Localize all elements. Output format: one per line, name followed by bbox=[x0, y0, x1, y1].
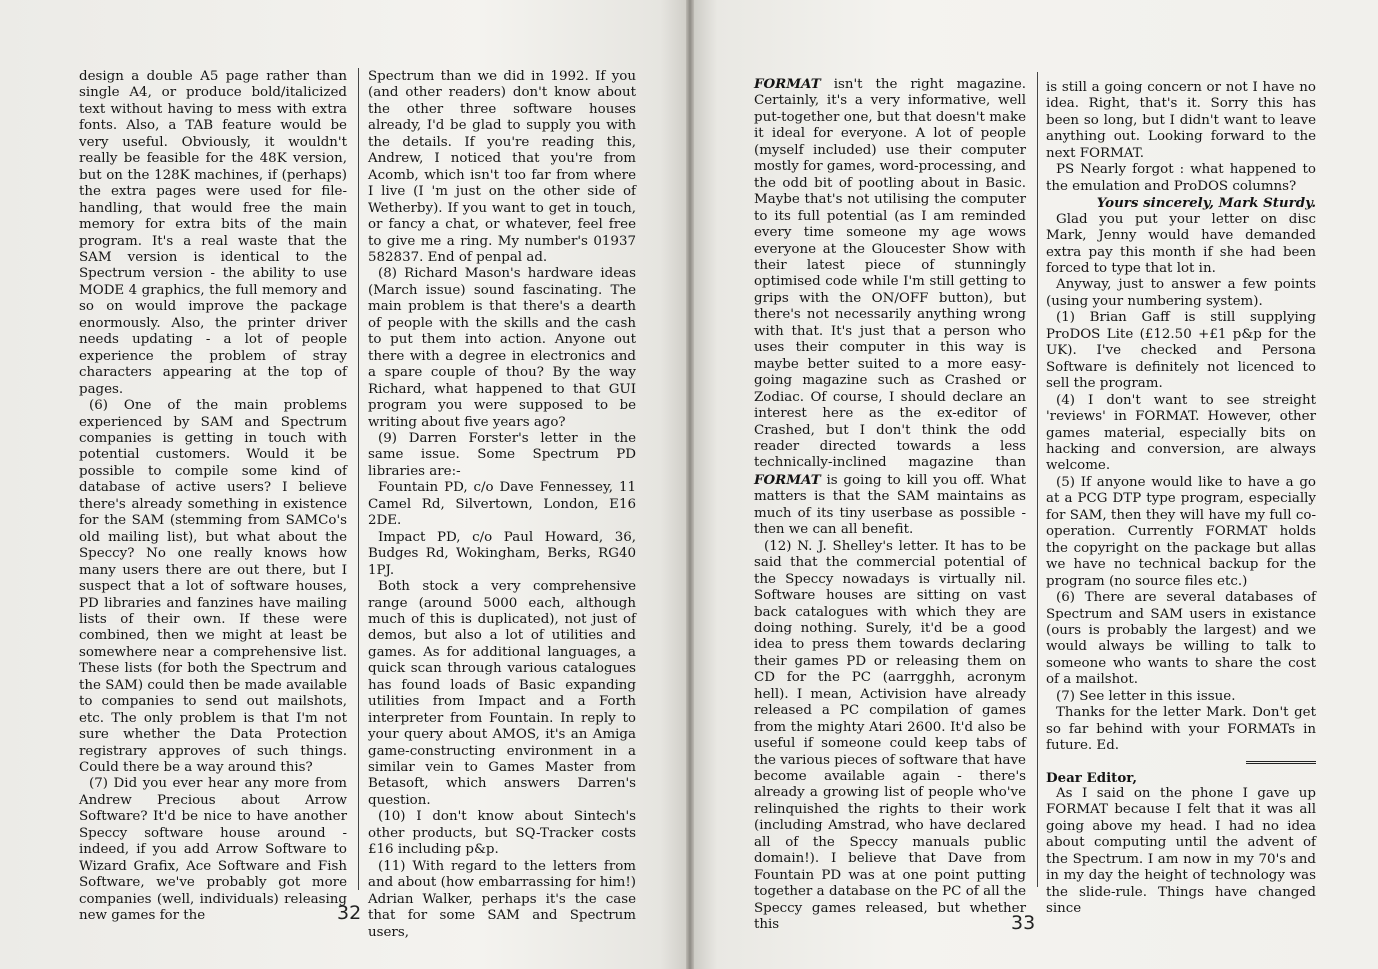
page-number: 33 bbox=[1011, 912, 1036, 934]
signature: Yours sincerely, Mark Sturdy. bbox=[1096, 195, 1316, 212]
left-page-column-2 bbox=[368, 69, 636, 940]
paragraph: (7) See letter in this issue. bbox=[1056, 688, 1236, 704]
column-divider bbox=[358, 68, 359, 890]
paragraph: Anyway, just to answer a few points (using your numbering system). bbox=[1046, 277, 1316, 309]
book-gutter bbox=[686, 0, 694, 969]
format-word: FORMAT bbox=[754, 76, 821, 92]
paragraph bbox=[754, 76, 1026, 539]
paragraph: As I said on the phone I gave up FORMAT because I felt that it was all going above my head. I had no idea about computing until the advent of the Spectrum. I am now in my 70's and in my day the height of technology was the slide-rule. Things have changed since bbox=[1046, 786, 1316, 917]
paragraph: PS Nearly forgot : what happened to the emulation and ProDOS columns? bbox=[1046, 162, 1316, 194]
paragraph: (5) If anyone would like to have a go at a PCG DTP type program, especially for SAM, then they will have my full co-operation. Currently FORMAT holds the copyright on the package but allas we have no technical backup for the program (no source files etc.) bbox=[1046, 474, 1316, 589]
paragraph: (12) N. J. Shelley's letter. It has to be said that the commercial potential of the Speccy nowadays is virtually nil. Software houses are sitting on vast back catalogues with which they are doing nothing. Surely, it'd be a good idea to press them towards declaring their games PD or releasing them on CD for the PC (aarrgghh, acronym hell). I mean, Activision have already released a PC compilation of games from the mighty Atari 2600. It'd also be useful if someone could keep tabs of the various pieces of software that have become available again - there's already a growing list of people who've relinquished the rights to their work (including Amstrad, who have declared all of the Speccy manuals public domain!). I believe that Dave from Fountain PD was at one point putting together a database on the PC of all the Speccy games released, but whether this bbox=[754, 538, 1026, 933]
column-divider bbox=[1037, 72, 1038, 887]
paragraph: Glad you put your letter on disc Mark, Jenny would have demanded extra pay this month if she had been forced to type that lot in. bbox=[1046, 211, 1316, 276]
paragraph: Fountain PD, c/o Dave Fennessey, 11 Camel Rd, Silvertown, London, E16 2DE. bbox=[368, 480, 636, 529]
paragraph: (6) One of the main problems experienced by SAM and Spectrum companies is getting in touch with potential customers. Would it be possible to compile some kind of database of active users? I believe there's already something in existence for the SAM (stemming from SAMCo's old mailing list), but what about the Speccy? No one really knows how many users there are out there, but I suspect that a lot of software houses, PD libraries and fanzines have mailing lists of their own. If these were combined, then we might at least be somewhere near a comprehensive list. These lists (for both the Spectrum and the SAM) could then be made available to companies to send out mailshots, etc. The only problem is that I'm not sure whether the Data Protection registrary approves of such things. Could there be a way around this? bbox=[79, 398, 347, 776]
paragraph: (8) Richard Mason's hardware ideas (March issue) sound fascinating. The main problem is that there's a dearth of people with the skills and the cash to put them into action. Anyone out there with a degree in electronics and a spare couple of thou? By the way Richard, what happened to that GUI program you were supposed to be writing about five years ago? bbox=[368, 266, 636, 430]
format-word: FORMAT bbox=[754, 471, 821, 488]
right-page-column-2 bbox=[1046, 80, 1316, 917]
paragraph: Thanks for the letter Mark. Don't get so far behind with your FORMATs in future. Ed. bbox=[1046, 705, 1316, 754]
paragraph: Spectrum than we did in 1992. If you (and other readers) don't know about the other three software houses already, I'd be glad to supply you with the details. If you're reading this, Andrew, I noticed that you're from Acomb, which isn't too far from where I live (I 'm just on the other side of Wetherby). If you want to get in touch, or fancy a chat, or whatever, feel free to give me a ring. My number's 01937 582837. End of penpal ad. bbox=[368, 69, 636, 265]
paragraph: design a double A5 page rather than single A4, or produce bold/italicized text without having to mess with extra fonts. Also, a TAB feature would be very useful. Obviously, it wouldn't really be feasible for the 48K version, but on the 128K machines, if (perhaps) the extra pages were used for file-handling, that would free the main memory for extra bits of the main program. It's a real waste that the SAM version is identical to the Spectrum version - the ability to use MODE 4 graphics, the full memory and so on would improve the package enormously. Also, the printer driver needs updating - a lot of people experience the problem of stray characters appearing at the top of pages. bbox=[79, 69, 347, 397]
paragraph: (4) I don't want to see streight 'reviews' in FORMAT. However, other games material, especially bits on hacking and conversion, are always welcome. bbox=[1046, 392, 1316, 474]
paragraph: (6) There are several databases of Spectrum and SAM users in existance (ours is probably the largest) and we would always be willing to talk to someone who wants to share the cost of a mailshot. bbox=[1046, 590, 1316, 688]
section-separator bbox=[1246, 761, 1316, 764]
paragraph: (11) With regard to the letters from and about (how embarrassing for him!) Adrian Walker, perhaps it's the case that for some SAM and Spectrum users, bbox=[368, 858, 636, 940]
paragraph: (10) I don't know about Sintech's other products, but SQ-Tracker costs £16 including p&p. bbox=[368, 809, 636, 858]
paragraph-text: isn't the right magazine. Certainly, it's a very informative, well put-together one, but that doesn't make it ideal for everyone. A lot of people (myself included) use their computer mostly for games, word-processing, and the odd bit of pootling about in Basic. Maybe that's not utilising the computer to its full potential (as I am reminded every time someone my age wows everyone at the Gloucester Show with their latest piece of stunningly optimised code while I'm still getting to grips with the ON/OFF button), but there's not necessarily anything wrong with that. It's just that a person who uses their computer in this way is maybe better suited to a more easy-going magazine such as Crashed or Zodiac. Of course, I should declare an interest here as the ex-editor of Crashed, but I don't think the odd reader directed towards a less technically-inclined magazine than bbox=[754, 77, 1026, 471]
page-number: 32 bbox=[337, 902, 362, 924]
paragraph: Impact PD, c/o Paul Howard, 36, Budges Rd, Wokingham, Berks, RG40 1PJ. bbox=[368, 529, 636, 578]
paragraph: Both stock a very comprehensive range (around 5000 each, although much of this is duplicated), not just of demos, but also a lot of utilities and games. As for additional languages, a quick scan through various catalogues has found loads of Basic expanding utilities from Impact and a Forth interpreter from Fountain. In reply to your query about AMOS, it's an Amiga game-constructing environment in a similar vein to Games Master from Betasoft, which answers Darren's question. bbox=[368, 579, 636, 808]
left-page-column-1 bbox=[79, 69, 347, 924]
paragraph: (1) Brian Gaff is still supplying ProDOS Lite (£12.50 +£1 p&p for the UK). I've checked and Persona Software is definitely not licenced to sell the program. bbox=[1046, 310, 1316, 392]
paragraph-text: is going to kill you off. What matters is that the SAM maintains as much of its tiny userbase as possible - then we can all benefit. bbox=[754, 472, 1026, 538]
letter-salutation: Dear Editor, bbox=[1046, 769, 1138, 786]
paragraph: (7) Did you ever hear any more from Andrew Precious about Arrow Software? It'd be nice to have another Speccy software house around - indeed, if you add Arrow Software to Wizard Grafix, Ace Software and Fish Software, we've probably got more companies (well, individuals) releasing new games for the bbox=[79, 776, 347, 924]
paragraph: is still a going concern or not I have no idea. Right, that's it. Sorry this has been so long, but I didn't want to leave anything out. Looking forward to the next FORMAT. bbox=[1046, 80, 1316, 161]
paragraph: (9) Darren Forster's letter in the same issue. Some Spectrum PD libraries are:- bbox=[368, 430, 636, 479]
